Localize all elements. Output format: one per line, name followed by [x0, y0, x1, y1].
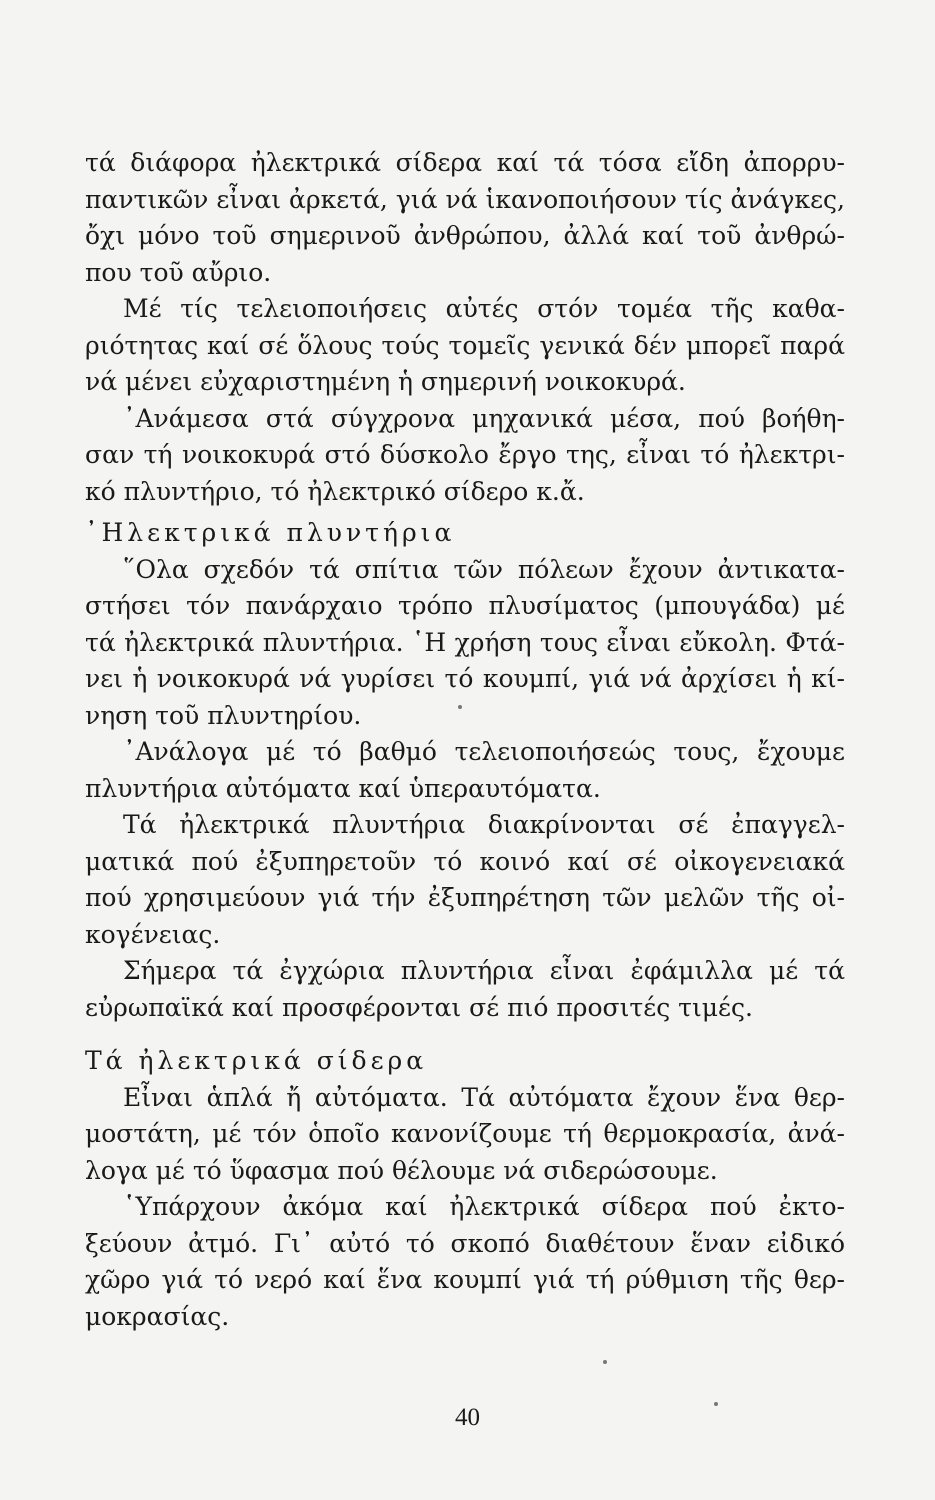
section-washing-machines [85, 515, 845, 1026]
body-line: Τά ἠλεκτρικά πλυντήρια διακρίνονται σέ ἐπαγγελ- [123, 810, 845, 839]
body-line: νηση τοῦ πλυντηρίου. [85, 700, 362, 730]
body-line: ματικά πού ἐξυπηρετοῦν τό κοινό καί σέ οἰκογενειακά [85, 846, 845, 876]
body-line: χῶρο γιά τό νερό καί ἕνα κουμπί γιά τή ρύθμιση τῆς θερ- [85, 1265, 845, 1294]
body-line: ξεύουν ἀτμό. Γι᾿ αὐτό τό σκοπό διαθέτουν ἕναν εἰδικό [85, 1228, 845, 1258]
body-line: κό πλυντήριο, τό ἠλεκτρικό σίδερο κ.ἄ. [85, 476, 585, 506]
page-number: 40 [455, 1404, 480, 1431]
body-line: ᾿Ανάλογα μέ τό βαθμό τελειοποιήσεώς τους, ἔχουμε [123, 737, 845, 766]
print-speck [714, 1402, 718, 1406]
body-line: κογένειας. [85, 919, 221, 949]
section-electric-irons [85, 1043, 845, 1335]
body-line: Μέ τίς τελειοποιήσεις αὐτές στόν τομέα τῆς καθα- [123, 294, 845, 323]
body-line: λογα μέ τό ὕφασμα πού θέλουμε νά σιδερώσουμε. [85, 1155, 718, 1185]
body-line: μοκρασίας. [85, 1301, 230, 1331]
body-line: πλυντήρια αὐτόματα καί ὑπεραυτόματα. [85, 773, 601, 803]
body-line: παντικῶν εἶναι ἀρκετά, γιά νά ἱκανοποιήσουν τίς ἀνάγκες, [85, 184, 845, 214]
body-line: που τοῦ αὔριο. [85, 257, 272, 287]
section-heading: Τά ἠλεκτρικά σίδερα [85, 1046, 428, 1075]
body-line: ᾿Ανάμεσα στά σύγχρονα μηχανικά μέσα, πού βοήθη- [123, 403, 845, 433]
print-speck [603, 1360, 607, 1364]
body-line: ὄχι μόνο τοῦ σημερινοῦ ἀνθρώπου, ἀλλά καί τοῦ ἀνθρώ- [85, 221, 845, 250]
body-line: τά ἠλεκτρικά πλυντήρια. ῾Η χρήση τους εἶναι εὔκολη. Φτά- [85, 627, 845, 657]
body-line: Εἶναι ἁπλά ἤ αὐτόματα. Τά αὐτόματα ἔχουν ἕνα θερ- [123, 1082, 845, 1112]
body-line: τά διάφορα ἠλεκτρικά σίδερα καί τά τόσα εἴδη ἀπορρυ- [85, 148, 845, 177]
body-line: εὐρωπαϊκά καί προσφέρονται σέ πιό προσιτές τιμές. [85, 992, 753, 1022]
body-line: νά μένει εὐχαριστημένη ἡ σημερινή νοικοκυρά. [85, 367, 686, 396]
body-line: μοστάτη, μέ τόν ὁποῖο κανονίζουμε τή θερμοκρασία, ἀνά- [85, 1119, 845, 1148]
body-line: ῞Ολα σχεδόν τά σπίτια τῶν πόλεων ἔχουν ἀντικατα- [123, 554, 845, 584]
body-line: νει ἡ νοικοκυρά νά γυρίσει τό κουμπί, γιά νά ἀρχίσει ἡ κί- [85, 664, 845, 693]
section-heading: ᾿Ηλεκτρικά πλυντήρια [85, 518, 456, 547]
print-speck [458, 705, 462, 709]
body-line: πού χρησιμεύουν γιά τήν ἐξυπηρέτηση τῶν μελῶν τῆς οἰ- [85, 883, 845, 912]
body-line: στήσει τόν πανάρχαιο τρόπο πλυσίματος (μπουγάδα) μέ [85, 591, 845, 620]
section-intro [85, 145, 845, 510]
body-line: Σήμερα τά ἐγχώρια πλυντήρια εἶναι ἐφάμιλλα μέ τά [123, 956, 845, 985]
body-line: ριότητας καί σέ ὅλους τούς τομεῖς γενικά δέν μπορεῖ παρά [85, 330, 845, 360]
body-line: ῾Υπάρχουν ἀκόμα καί ἠλεκτρικά σίδερα πού ἐκτο- [123, 1192, 845, 1221]
body-line: σαν τή νοικοκυρά στό δύσκολο ἔργο της, εἶναι τό ἠλεκτρι- [85, 440, 845, 469]
